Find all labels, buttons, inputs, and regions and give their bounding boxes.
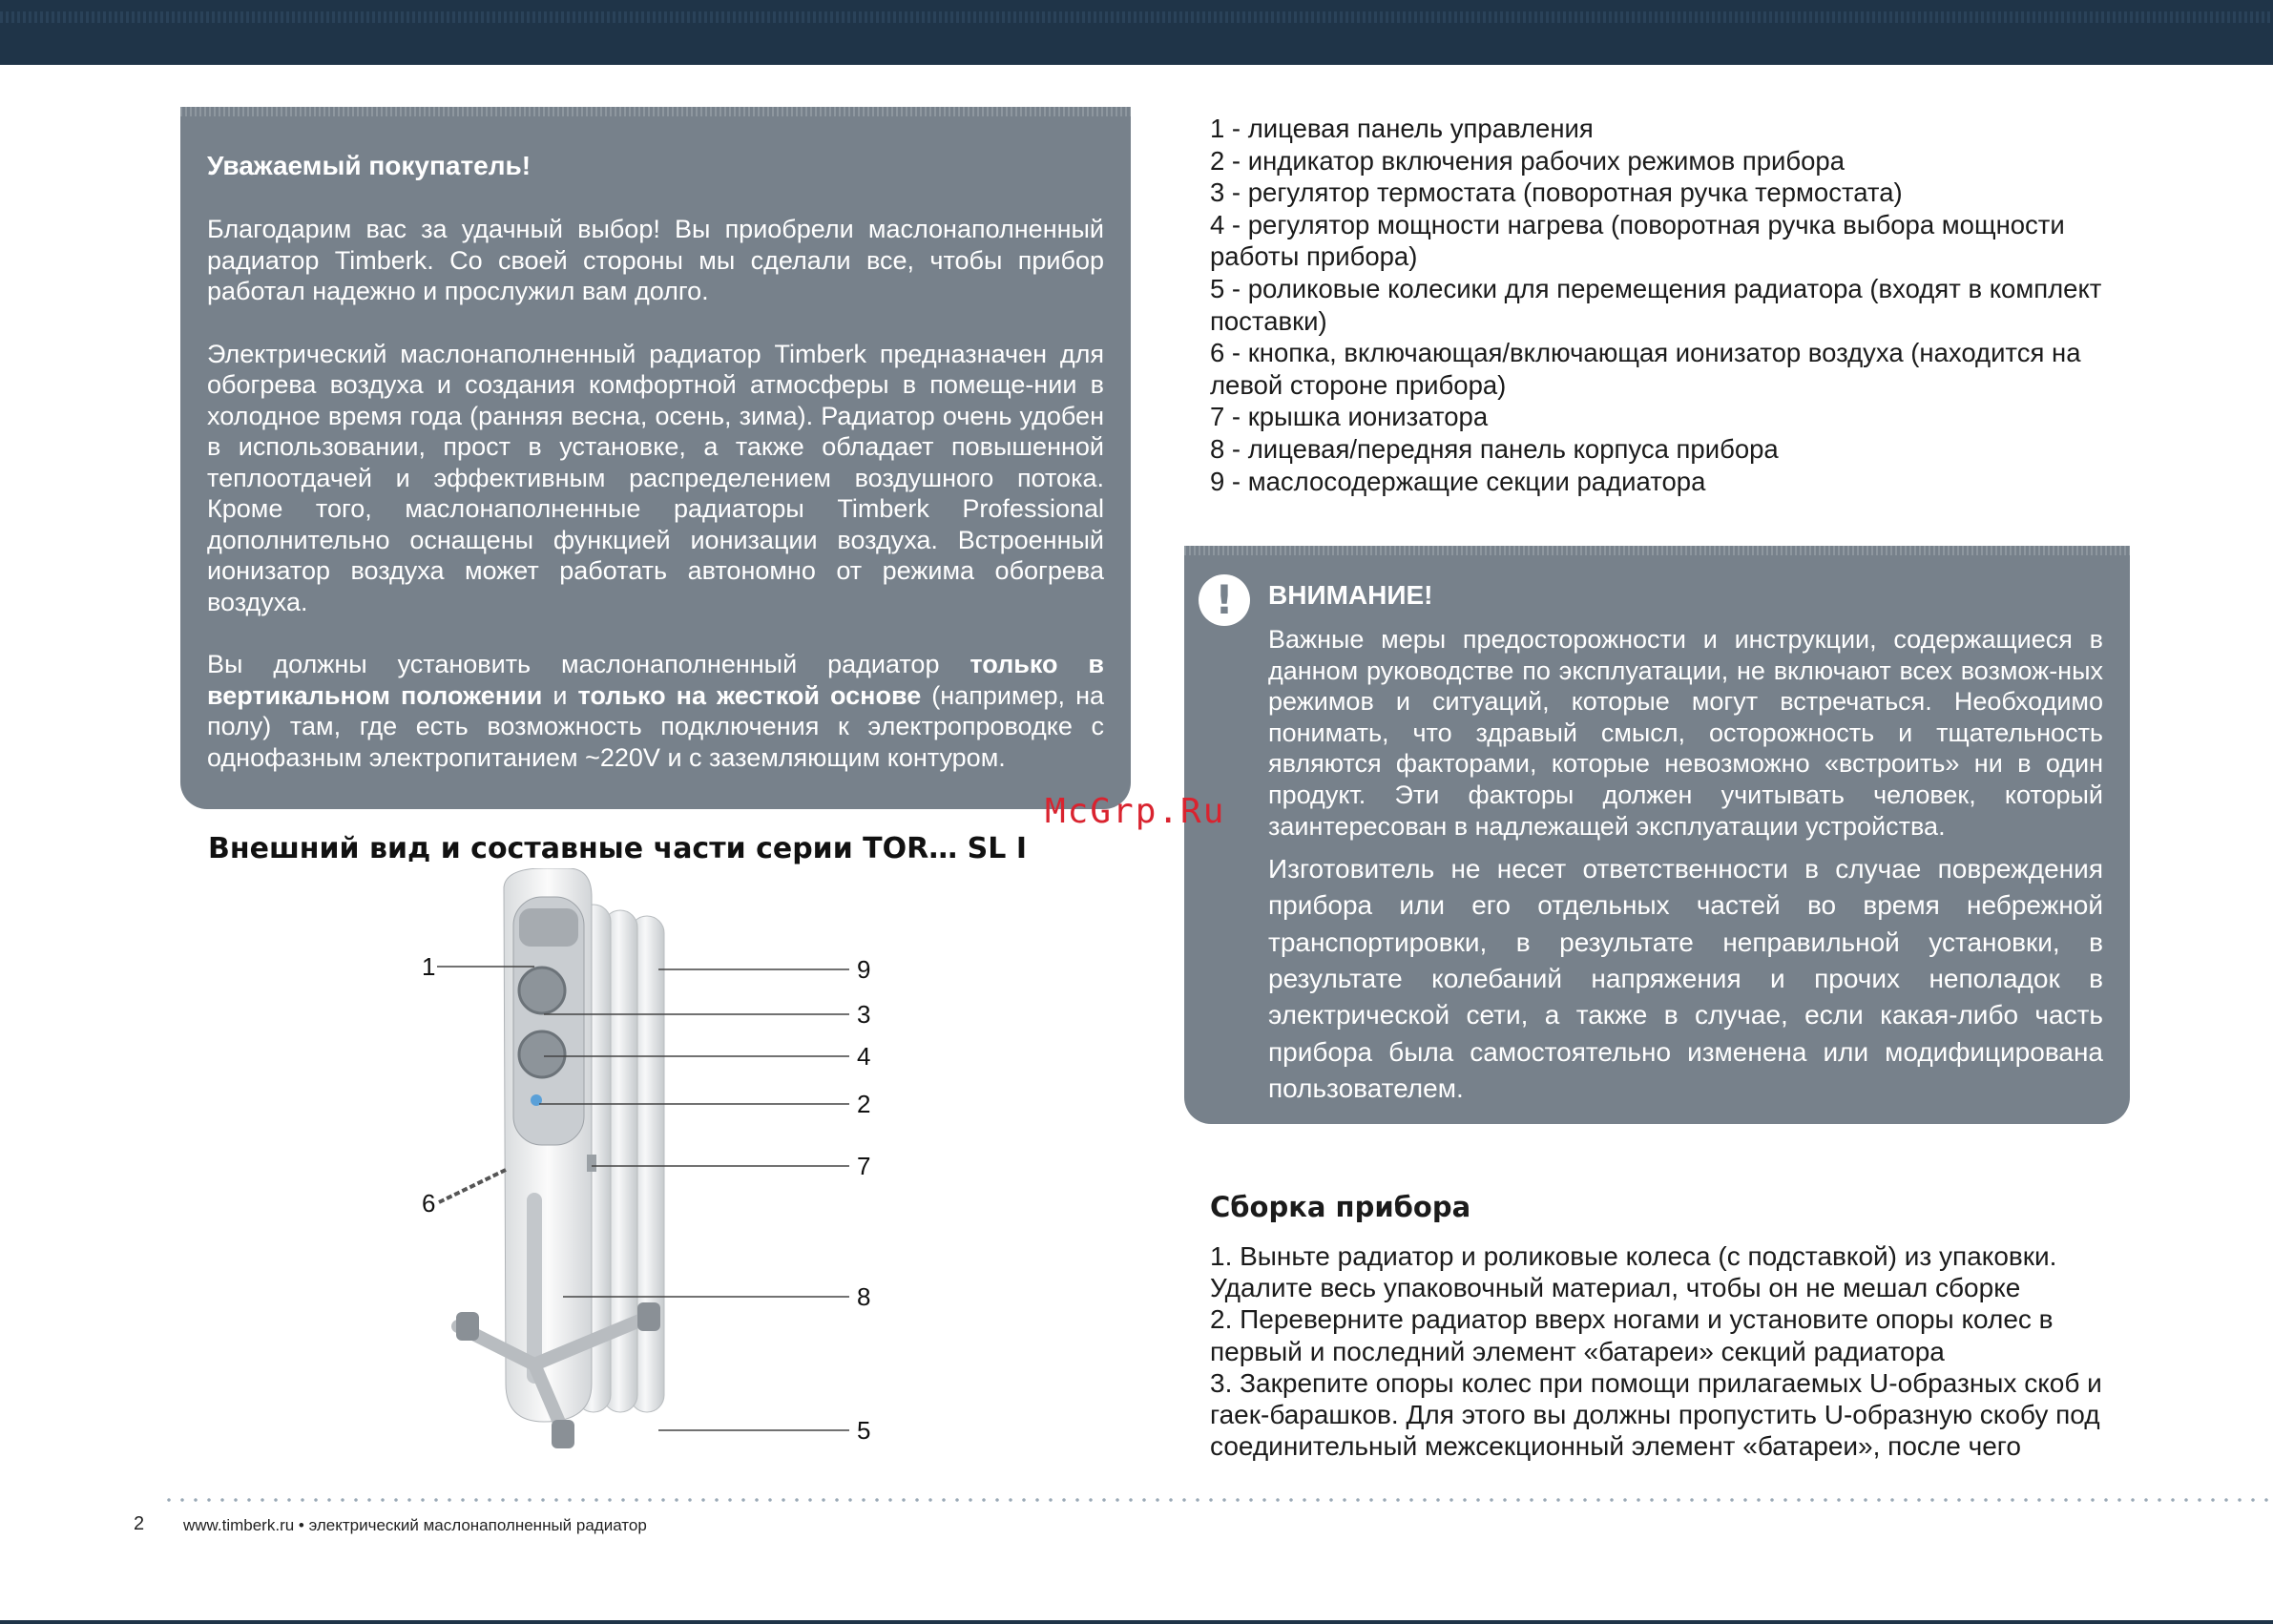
welcome-text: Вы должны установить маслонаполненный радиатор [207,650,970,678]
assembly-step: 3. Закрепите опоры колес при помощи прилагаемых U-образных скоб и гаек-барашков. Для этого вы должны пропустить U-образную скобу под соединительный межсекционный элемент «батареи», после чего [1210,1367,2102,1462]
assembly-section [1210,1191,2132,1462]
welcome-text: (например, на полу) там, где есть возможность подключения к электропроводке с однофазным электропитанием ~220V и с заземляющим контуром. [207,680,1104,772]
warning-paragraph-2: Изготовитель не несет ответственности в случае повреждения прибора или его отдельных частей во время небрежной транспортировки, в результате неправильной установки, в результате колебаний напряжения и прочих неполадок в электрической сети, а также в случае, если какая-либо часть прибора была самостоятельно изменена или модифицирована пользователем. [1268,854,2103,1103]
callout-label: 6 [422,1189,436,1218]
callout-label: 7 [857,1152,871,1180]
welcome-box [180,107,1131,809]
page-number: 2 [134,1513,145,1534]
welcome-paragraph-2: Электрический маслонаполненный радиатор Timberk предназначен для обогрева воздуха и создания комфортной атмосферы в помеще-нии в холодное время года (ранняя весна, осень, зима). Радиатор очень удобен в использовании, прост в установке, а также обладает повышенной теплоотдачей и эффективным распределением воздушного потока. Кроме того, маслонаполненные радиаторы Timberk Professional дополнительно оснащены функцией ионизации воздуха. Встроенный ионизатор воздуха может работать автономно от режима обогрева воздуха. [207,339,1104,616]
welcome-bold: только в вертикальном положении [207,650,1104,710]
welcome-paragraph-3 [207,649,1104,773]
warning-paragraph-1: Важные меры предосторожности и инструкции, содержащиеся в данном руководстве по эксплуатации, не включают всех возмож-ных режимов и ситуаций, которые могут встречаться. Необходимо понимать, что здравый смысл, осторожность и тщательность являются факторами, которые невозможно «встроить» ни в один продукт. Эти факторы должен учитывать человек, который заинтересован в надлежащей эксплуатации устройства. [1268,625,2103,841]
assembly-step: 2. Переверните радиатор вверх ногами и установите опоры колес в первый и последний элемент «батареи» секций радиатора [1210,1304,2054,1366]
list-item: 2 - индикатор включения рабочих режимов прибора [1210,145,1846,176]
callout-label: 9 [857,955,871,984]
welcome-paragraph-1: Благодарим вас за удачный выбор! Вы приобрели маслонаполненный радиатор Timberk. Со своей стороны мы сделали все, чтобы прибор работал надежно и прослужил вам долго. [207,215,1104,305]
list-item: 1 - лицевая панель управления [1210,114,1594,143]
list-item: 5 - роликовые колесики для перемещения радиатора (входят в комплект поставки) [1210,273,2102,336]
exclamation-icon: ! [1199,574,1250,626]
footer-text: www.timberk.ru • электрический маслонаполненный радиатор [183,1516,647,1534]
watermark: McGrp.Ru [1045,792,1226,831]
welcome-text: и [542,680,578,710]
list-item: 7 - крышка ионизатора [1210,402,1489,432]
assembly-title: Сборка прибора [1210,1191,1471,1223]
list-item: 9 - маслосодержащие секции радиатора [1210,466,1706,496]
footer-divider [162,1498,2273,1502]
box-stripe [1184,546,2130,555]
warning-title: ВНИМАНИЕ! [1268,580,1433,610]
list-item: 3 - регулятор термостата (поворотная ручка термостата) [1210,177,1903,208]
parts-list [1210,113,2136,497]
callout-label: 1 [422,952,436,981]
welcome-bold: только на жесткой основе [577,680,922,710]
radiator-diagram [401,868,897,1479]
callout-label: 2 [857,1090,871,1118]
callout-label: 5 [857,1416,871,1445]
assembly-step: 1. Выньте радиатор и роликовые колеса (с подставкой) из упаковки. Удалите весь упаковочный материал, чтобы он не мешал сборке [1210,1241,2057,1303]
section-title: Внешний вид и составные части серии TOR… SL I [208,832,1028,865]
callout-label: 4 [857,1042,871,1071]
callout-label: 8 [857,1282,871,1311]
bottom-bar [0,1620,2273,1624]
box-stripe [180,107,1131,116]
header-bar [0,25,2273,65]
radiator-illustration [401,868,897,1479]
welcome-title: Уважаемый покупатель! [207,151,532,180]
list-item: 4 - регулятор мощности нагрева (поворотная ручка выбора мощности работы прибора) [1210,209,2065,272]
warning-box [1184,546,2130,1124]
list-item: 8 - лицевая/передняя панель корпуса прибора [1210,433,1779,464]
callout-label: 3 [857,1000,871,1029]
list-item: 6 - кнопка, включающая/включающая ионизатор воздуха (находится на левой стороне прибора) [1210,338,2081,400]
